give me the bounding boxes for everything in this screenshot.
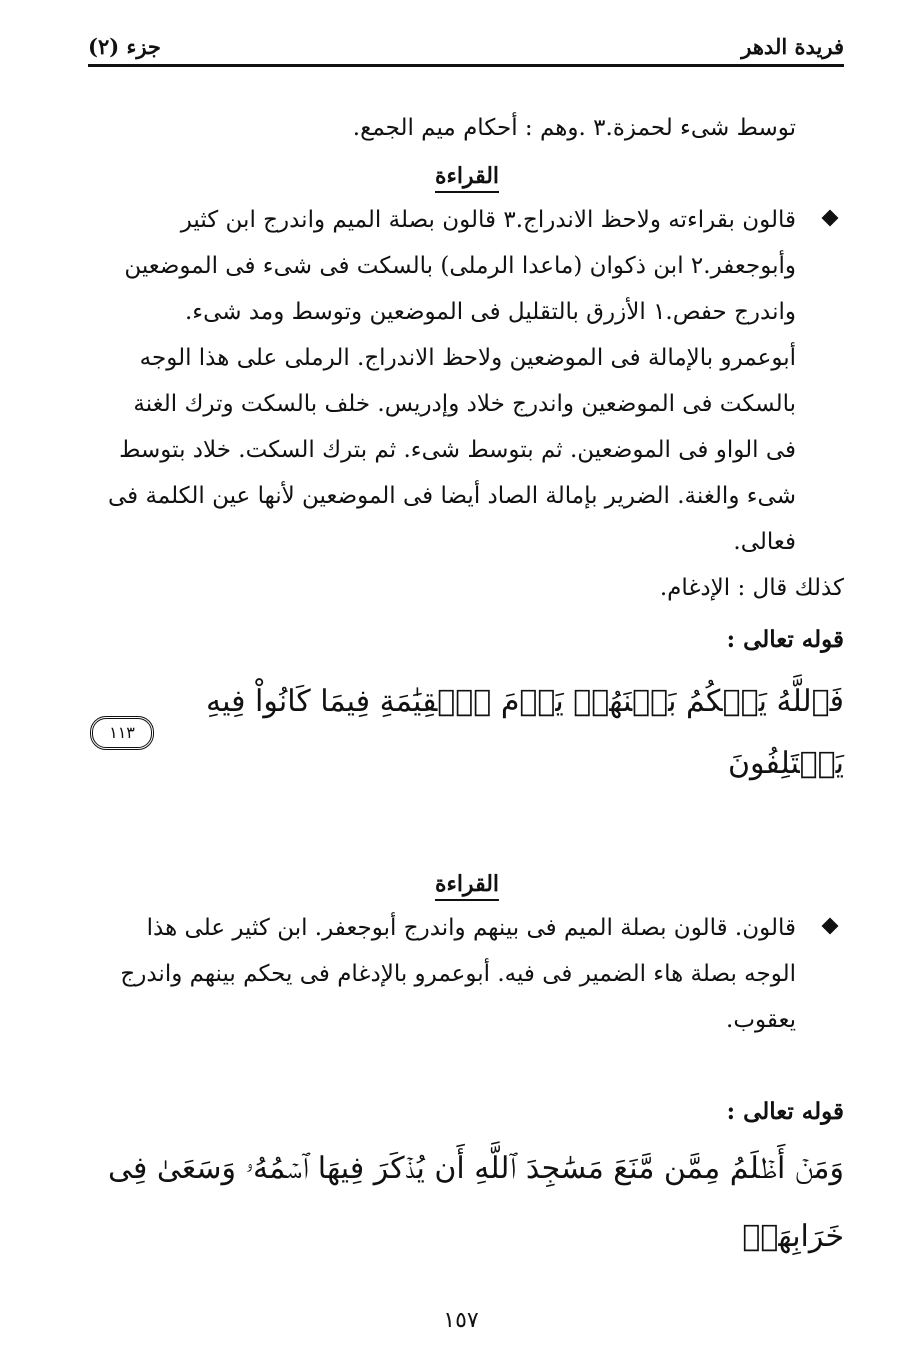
paragraph-line: شىء والغنة. الضرير بإمالة الصاد أيضا فى الموضعين لأنها عين الكلمة فى [107,483,796,509]
section-heading-qiraa-2 [90,863,844,905]
section-heading-text: القراءة [435,163,499,193]
section-heading-text: القراءة [435,871,499,901]
spacer [90,795,844,859]
verse-text: فَٱللَّهُ يَحۡكُمُ بَيۡنَهُمۡ يَوۡمَ ٱلۡقِيَٰمَةِ فِيمَا كَانُواْ فِيهِ يَخۡتَلِفُونَ [206,684,844,781]
paragraph-line: يعقوب. [726,1007,796,1033]
verse-label: قوله تعالى : [726,626,844,653]
qiraa-paragraph-1 [90,197,844,565]
page-number: ١٥٧ [443,1308,479,1333]
running-header [88,28,844,67]
verse-line: خَرَابِهَآۚ [742,1219,844,1254]
paragraph-line: فعالى. [733,529,796,555]
qiraa-paragraph-2 [90,905,844,1043]
ayah-number-marker: ١١٣ [90,716,154,750]
paragraph-line: قالون. قالون بصلة الميم فى بينهم واندرج أبوجعفر. ابن كثير على هذا [146,915,796,941]
note-line: كذلك قال : الإدغام. [659,575,844,601]
quran-verse-1 [90,671,844,795]
paragraph-line: فى الواو فى الموضعين. ثم بتوسط شىء. ثم بترك السكت. خلاد بتوسط [119,437,796,463]
paragraph-line: الوجه بصلة هاء الضمير فى فيه. أبوعمرو بالإدغام فى يحكم بينهم واندرج [120,961,796,987]
diamond-bullet-icon [822,918,839,935]
paragraph-line: وأبوجعفر.٢ ابن ذكوان (ماعدا الرملى) بالسكت فى شىء فى الموضعين [124,253,796,279]
page-body [90,105,844,1271]
diamond-bullet-icon [822,210,839,227]
quran-verse-2 [90,1135,844,1271]
verse-line: وَمَنۡ أَظۡلَمُ مِمَّن مَّنَعَ مَسَٰجِدَ ٱللَّهِ أَن يُذۡكَرَ فِيهَا ٱسۡمُهُۥ وَسَعَىٰ فِى [107,1151,844,1186]
paragraph-line: واندرج حفص.١ الأزرق بالتقليل فى الموضعين وتوسط ومد شىء. [184,299,796,325]
verse-label: قوله تعالى : [726,1098,844,1125]
intro-line: توسط شىء لحمزة.٣ .وهم : أحكام ميم الجمع. [352,115,796,141]
part-number: جزء (٢) [88,33,161,59]
paragraph-line: قالون بقراءته ولاحظ الاندراج.٣ قالون بصلة الميم واندرج ابن كثير [180,207,796,233]
paragraph-line: أبوعمرو بالإمالة فى الموضعين ولاحظ الاندراج. الرملى على هذا الوجه [139,345,796,371]
section-heading-qiraa-1 [90,155,844,197]
book-title: فريدة الدهر [741,33,844,59]
spacer [90,1043,844,1083]
paragraph-line: بالسكت فى الموضعين واندرج خلاد وإدريس. خلف بالسكت وترك الغنة [133,391,796,417]
